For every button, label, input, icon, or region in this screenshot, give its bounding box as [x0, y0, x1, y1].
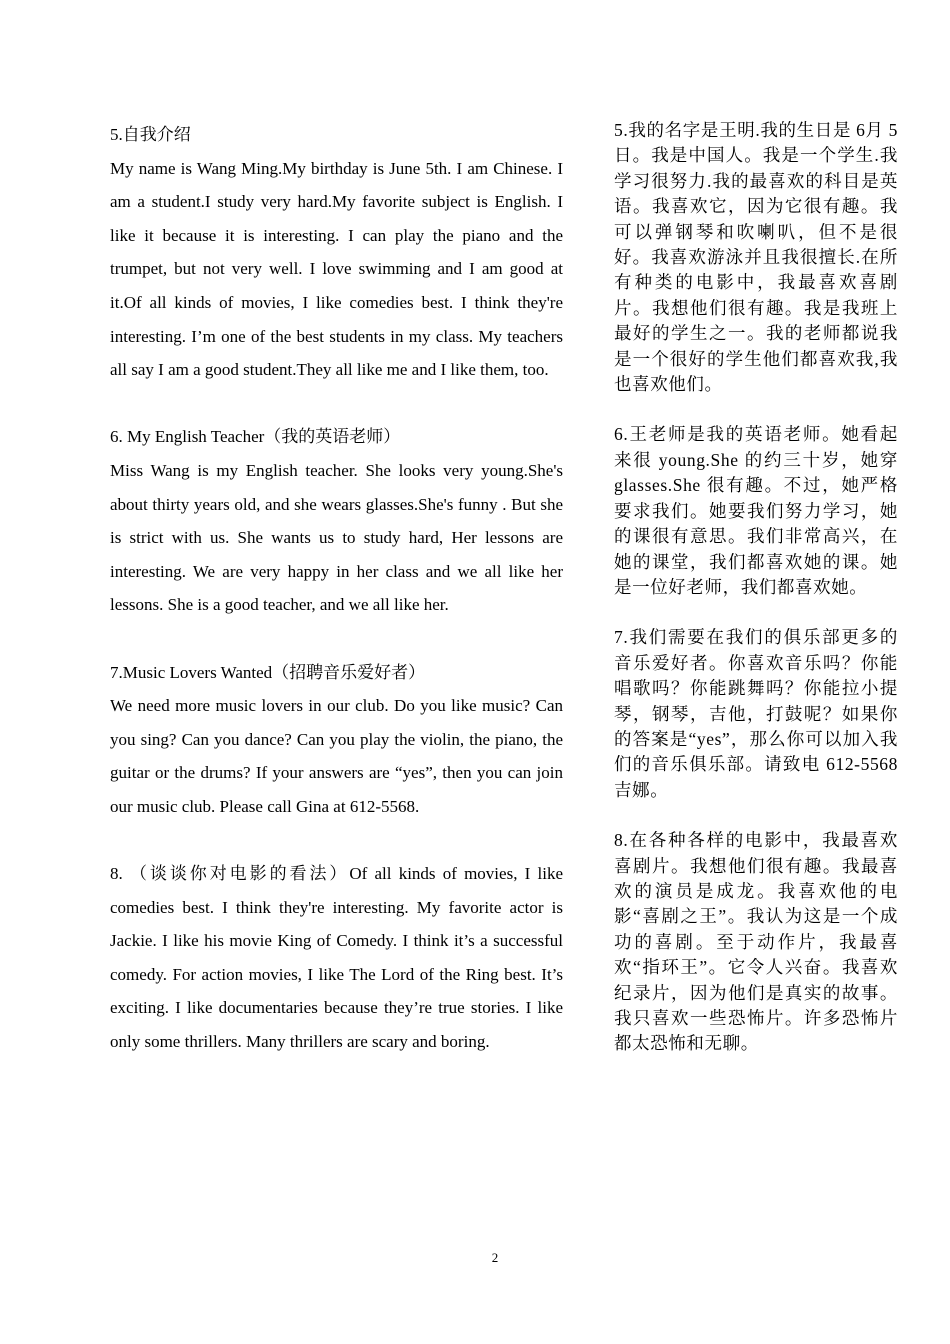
section-6-text: Miss Wang is my English teacher. She looks very young.She's about thirty years old, and she wears glasses.She's funny . But she is strict with us. She wants us to study hard, Her lessons are interesting. We are very happy in her class and we all like her lessons. She is a good teacher, and we all like her.	[110, 460, 563, 615]
page-number: 2	[491, 1250, 499, 1265]
translation-5: 5.我的名字是王明.我的生日是 6月 5 日。我是中国人。我是一个学生.我学习很努力.我的最喜欢的科目是英语。我喜欢它，因为它很有趣。我可以弹钢琴和吹喇叭，但不是很好。我喜欢游泳并且我很擅长.在所有种类的电影中，我最喜欢喜剧片。我想他们很有趣。我是我班上最好的学生之一。我的老师都说我是一个很好的学生他们都喜欢我,我也喜欢他们。	[614, 120, 898, 395]
translation-7: 7.我们需要在我们的俱乐部更多的音乐爱好者。你喜欢音乐吗？你能唱歌吗？你能跳舞吗？你能拉小提琴，钢琴，吉他，打鼓呢？如果你的答案是“yes”，那么你可以加入我们的音乐俱乐部。请致电 612-5568 吉娜。	[614, 627, 898, 800]
section-5-title: 5.自我介绍	[110, 125, 191, 144]
section-8-text: 8. （谈谈你对电影的看法）Of all kinds of movies, I like comedies best. I think they're interesting. My favorite actor is Jackie. I like his movie King of Comedy. I think it’s a successful comedy. For action movies, I like The Lord of the Ring best. It’s exciting. I like documentaries because they’re true stories. I like only some thrillers. Many thrillers are scary and boring.	[110, 864, 563, 1052]
translation-8: 8.在各种各样的电影中，我最喜欢喜剧片。我想他们很有趣。我最喜欢的演员是成龙。我喜欢他的电影“喜剧之王”。我认为这是一个成功的喜剧。至于动作片，我最喜欢“指环王”。它令人兴奋。我喜欢纪录片，因为他们是真实的故事。我只喜欢一些恐怖片。许多恐怖片都太恐怖和无聊。	[614, 830, 898, 1054]
section-5-text: My name is Wang Ming.My birthday is June 5th. I am Chinese. I am a student.I study very hard.My favorite subject is English. I like it because it is interesting. I can play the piano and the trumpet, but not very well. I love swimming and I am good at it.Of all kinds of movies, I like comedies best. I think they're interesting. I’m one of the best students in my class. My teachers all say I am a good student.They all like me and I like them, too.	[110, 158, 563, 380]
section-6-title: 6. My English Teacher（我的英语老师）	[110, 427, 401, 447]
section-7-text: We need more music lovers in our club. Do you like music? Can you sing? Can you dance? Can you play the violin, the piano, the guitar or the drums? If your answers are “yes”, then you can join our music club. Please call Gina at 612-5568.	[110, 696, 563, 816]
translation-6: 6.王老师是我的英语老师。她看起来很 young.She 的约三十岁，她穿 glasses.She 很有趣。不过，她严格要求我们。她要我们努力学习，她的课很有意思。我们非常高兴，在她的课堂，我们都喜欢她的课。她是一位好老师，我们都喜欢她。	[614, 424, 898, 597]
chinese-column	[614, 118, 898, 1057]
section-7-title: 7.Music Lovers Wanted（招聘音乐爱好者）	[110, 662, 426, 682]
english-column	[110, 118, 563, 1059]
